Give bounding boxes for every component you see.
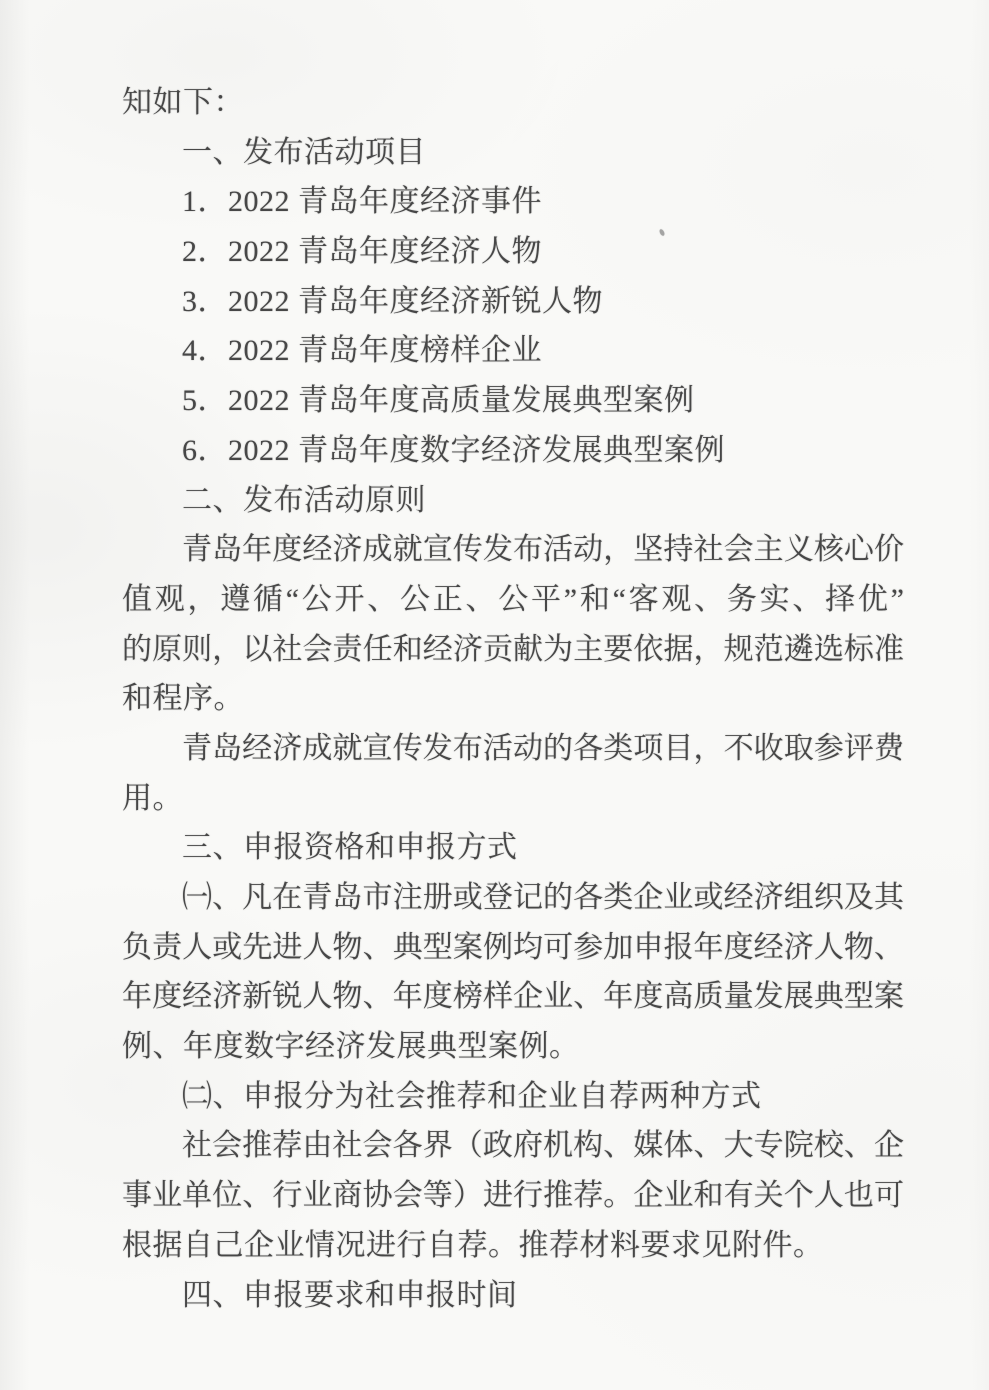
text-line: 知如下： [122,86,244,119]
text-line: 6．2022 青岛年度数字经济发展典型案例 [182,433,725,467]
text-line: 年度经济新锐人物、年度榜样企业、年度高质量发展典型案 [122,980,904,1014]
text-line: 三、申报资格和申报方式 [182,831,518,865]
text-line: 4．2022 青岛年度榜样企业 [182,334,542,368]
text-line: 和程序。 [122,682,244,716]
text-line: 2．2022 青岛年度经济人物 [182,235,542,269]
text-line: 一、发布活动项目 [182,135,426,169]
document-text-block [122,78,904,1320]
text-line: 四、申报要求和申报时间 [182,1278,518,1312]
text-line: ㈠、凡在青岛市注册或登记的各类企业或经济组织及其 [182,881,904,914]
text-line: 值观，遵循“公开、公正、公平”和“客观、务实、择优” [122,582,904,616]
text-line: 5．2022 青岛年度高质量发展典型案例 [182,384,695,418]
text-line: 根据自己企业情况进行自荐。推荐材料要求见附件。 [122,1228,824,1262]
text-line: 事业单位、行业商协会等）进行推荐。企业和有关个人也可 [122,1179,904,1213]
text-line: 社会推荐由社会各界（政府机构、媒体、大专院校、企 [182,1129,904,1163]
text-line: 负责人或先进人物、典型案例均可参加申报年度经济人物、 [122,930,904,964]
text-line: 青岛年度经济成就宣传发布活动，坚持社会主义核心价 [182,533,904,567]
text-line: 1．2022 青岛年度经济事件 [182,185,542,219]
text-line: 用。 [122,781,183,815]
text-line: 例、年度数字经济发展典型案例。 [122,1030,580,1064]
text-line: 二、发布活动原则 [182,483,426,517]
text-line: 青岛经济成就宣传发布活动的各类项目，不收取参评费 [182,731,904,765]
text-line: 3．2022 青岛年度经济新锐人物 [182,284,603,318]
text-line: 的原则，以社会责任和经济贡献为主要依据，规范遴选标准 [122,632,904,666]
text-line: ㈡、申报分为社会推荐和企业自荐两种方式 [182,1079,762,1113]
